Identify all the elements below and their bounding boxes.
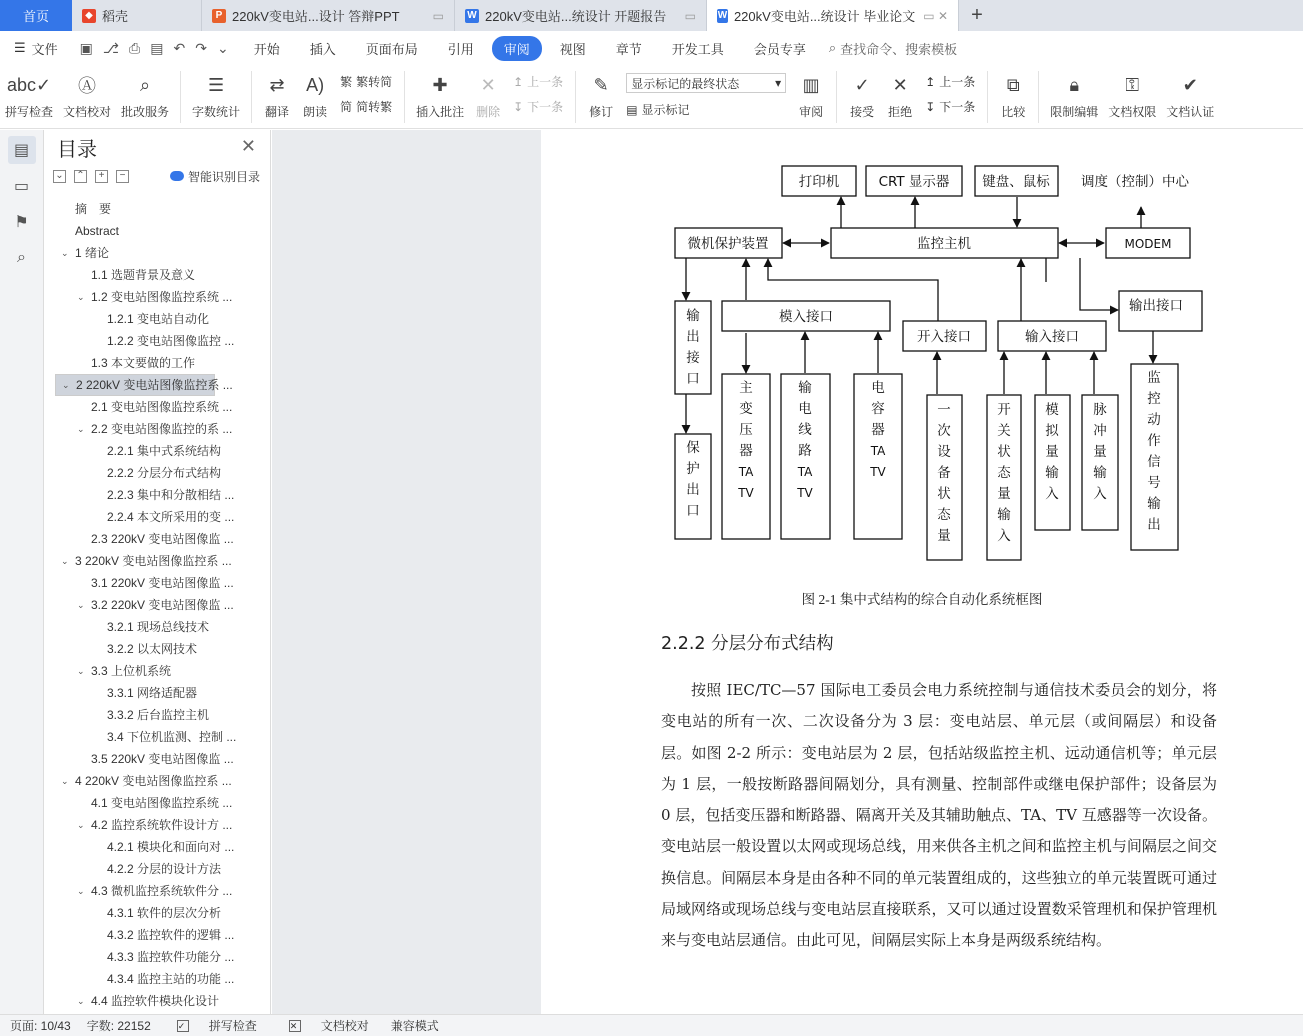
diagram-vertical-char: 容	[871, 401, 885, 417]
diagram-vertical-char: TA	[870, 444, 886, 458]
box-input-if: 输入接口	[1025, 329, 1079, 345]
diagram-vertical-char: 状	[997, 444, 1011, 460]
search-icon[interactable]: ⌕	[17, 249, 26, 266]
box-modem: MODEM	[1124, 237, 1172, 251]
next-icon: ↧	[925, 99, 936, 114]
batch-service-button[interactable]: ⌕ 批改服务	[121, 71, 169, 120]
chevron-down-icon[interactable]: ⌄	[61, 776, 69, 786]
bookmark-icon[interactable]: ⚑	[14, 214, 29, 231]
read-aloud-button[interactable]: A) 朗读	[301, 71, 329, 120]
toc-item-label: 1.2.1 变电站自动化	[107, 312, 210, 326]
checkbox-icon: ✕	[289, 1020, 301, 1032]
diagram-vertical-char: 备	[937, 465, 951, 481]
toc-list	[55, 198, 245, 1012]
menu-insert[interactable]: 插入	[309, 41, 336, 57]
toc-item-label: 4.3.4 监控主站的功能 ...	[107, 972, 235, 986]
diagram-vertical-char: 状	[937, 486, 951, 502]
figure-2-1	[541, 130, 1303, 570]
next-comment-button[interactable]: ↧ 下一条	[513, 99, 564, 114]
toc-item-label: 2.2.1 集中式系统结构	[107, 444, 222, 458]
doc-permission-button[interactable]: ⚿ 文档权限	[1108, 71, 1156, 120]
diagram-vertical-char: TA	[797, 465, 813, 479]
chevron-down-icon[interactable]: ⌄	[61, 248, 69, 258]
add-icon[interactable]: +	[95, 170, 108, 183]
tab-ppt[interactable]: P 220kV变电站...设计 答辩PPT ▭	[202, 0, 455, 31]
menu-start[interactable]: 开始	[253, 41, 280, 57]
toc-item[interactable]	[55, 396, 245, 418]
toc-item-label: 1.3 本文要做的工作	[91, 356, 196, 370]
figure-caption: 图 2-1 集中式结构的综合自动化系统框图	[801, 592, 1043, 607]
toc-item-label: 2.3 220kV 变电站图像监 ...	[91, 532, 234, 546]
tab-proposal[interactable]: W 220kV变电站...统设计 开题报告 ▭	[455, 0, 707, 31]
diagram-vertical-char: 线	[798, 422, 812, 438]
diagram-vertical-char: 保	[686, 440, 700, 456]
diagram-vertical-char: 设	[937, 444, 951, 460]
batch-icon: ⌕	[139, 74, 151, 95]
diagram-vertical-char: 口	[686, 371, 700, 387]
diagram-vertical-char: 态	[937, 507, 951, 523]
diagram-vertical-char: 出	[1147, 517, 1161, 533]
revision-nav-group	[925, 73, 975, 115]
ppt-icon: P	[212, 9, 226, 23]
diagram-vertical-char: 器	[871, 422, 885, 438]
delete-comment-button[interactable]: ✕ 删除	[474, 71, 502, 120]
toc-item[interactable]	[55, 704, 245, 726]
toc-item[interactable]	[55, 616, 245, 638]
compat-mode: 兼容模式	[390, 1019, 439, 1033]
toc-item-label: 3.3.1 网络适配器	[107, 686, 198, 700]
save-icon[interactable]: ▣	[79, 39, 93, 56]
tab-thesis[interactable]: W 220kV变电站...统设计 毕业论文 ▭ ✕	[707, 0, 959, 31]
insert-comment-button[interactable]: ✚ 插入批注	[416, 71, 464, 120]
toc-item-label: 3.3 上位机系统	[91, 664, 172, 678]
toc-item-label: 4.2.1 模块化和面向对 ...	[107, 840, 235, 854]
toc-item-label: 1 绪论	[75, 246, 110, 260]
menu-review[interactable]: 审阅	[492, 36, 542, 61]
chevron-down-icon[interactable]: ⌄	[62, 380, 70, 390]
toc-item-label: 3.5 220kV 变电站图像监 ...	[91, 752, 234, 766]
menu-references[interactable]: 引用	[447, 41, 474, 57]
diagram-vertical-char: 输	[997, 507, 1011, 523]
box-crt: CRT 显示器	[878, 174, 950, 190]
status-bar	[0, 1014, 1303, 1036]
toc-item[interactable]	[55, 220, 245, 242]
diagram-vertical-char: 输	[1045, 465, 1059, 481]
checkbox-icon: ✓	[177, 1020, 189, 1032]
menu-section[interactable]: 章节	[615, 41, 642, 57]
tab-bar	[0, 0, 1303, 31]
show-markup-button[interactable]: ▤ 显示标记	[626, 102, 690, 117]
nav-strip	[0, 130, 44, 1014]
toc-item-label: 2.2.4 本文所采用的变 ...	[107, 510, 235, 524]
toc-item[interactable]	[55, 880, 245, 902]
diagram-vertical-char: 出	[686, 482, 700, 498]
markup-select[interactable]: 显示标记的最终状态 ▾	[626, 73, 786, 93]
reject-icon: ✕	[892, 74, 908, 95]
diagram-vertical-char: 作	[1147, 433, 1161, 449]
toc-item-label: Abstract	[75, 224, 120, 238]
lock-icon: 🔒︎	[1069, 74, 1080, 95]
diagram-vertical-char: 输	[1093, 465, 1107, 481]
word-count[interactable]: 字数: 22152	[86, 1019, 151, 1033]
toc-item[interactable]	[55, 374, 233, 396]
diagram-vertical-char: 入	[997, 528, 1011, 544]
toc-item-label: 2.2 变电站图像监控的系 ...	[91, 422, 233, 436]
diagram-vertical-char: 监	[1147, 370, 1161, 386]
next-revision-button[interactable]: ↧ 下一条	[925, 99, 976, 114]
toc-item[interactable]	[55, 506, 245, 528]
toc-item[interactable]	[55, 264, 245, 286]
menu-member[interactable]: 会员专享	[753, 41, 806, 57]
toc-title: 目录	[57, 138, 97, 161]
certify-icon: ✔	[1182, 74, 1198, 95]
toc-item-label: 4.2 监控系统软件设计方 ...	[91, 818, 233, 832]
body-paragraph: 按照 IEC/TC—57 国际电工委员会电力系统控制与通信技术委员会的划分，将变电站的所有一次、二次设备分为 3 层：变电站层、单元层（或间隔层）和设备层。如图 2-2 所示：变电站层为 2 层，包括站级监控主机、远动通信机等；单元层为 1 层，一般按断路器间隔划分，具有测量、控制部件或继电保护部件；设备层为 0 层，包括变压器和断路器、隔离开关及其辅助触点、TA、TV 互感器等一次设备。变电站层一般设置以太网或现场总线，用来供各主机之间和监控主机与间隔层之间交换信息。间隔层本身是由各种不同的单元装置组成的，这些独立的单元装置既可通过局域网络或现场总线与变电站层直接联系，又可以通过设置数采管理机和保护管理机来与变电站层通信。由此可见，间隔层实际上本身是两级系统结构。	[661, 681, 1217, 950]
toc-item-label: 4.3.2 监控软件的逻辑 ...	[107, 928, 235, 942]
diagram-vertical-char: 控	[1147, 391, 1161, 407]
document-page	[541, 130, 1303, 1014]
prev-icon: ↥	[513, 74, 524, 89]
translate-icon: ⇄	[269, 74, 285, 95]
toc-item[interactable]	[55, 528, 245, 550]
toc-item-label: 4.3 微机监控系统软件分 ...	[91, 884, 233, 898]
toc-item[interactable]	[55, 594, 245, 616]
toc-item[interactable]	[55, 748, 245, 770]
accept-icon: ✓	[854, 74, 870, 95]
toc-item-label: 4.3.3 监控软件功能分 ...	[107, 950, 235, 964]
doc-icon: W	[465, 9, 479, 23]
word-count-button[interactable]: ☰ 字数统计	[192, 71, 240, 120]
diagram-vertical-char: 主	[739, 380, 753, 396]
chevron-down-icon[interactable]: ⌄	[216, 39, 229, 56]
diagram-vertical-char: 出	[686, 329, 700, 345]
toc-item[interactable]	[55, 946, 245, 968]
toc-item[interactable]	[55, 198, 245, 220]
doc-icon: W	[717, 10, 728, 21]
prev-comment-button[interactable]: ↥ 上一条	[513, 74, 564, 89]
toc-item[interactable]	[55, 682, 245, 704]
delete-comment-icon: ✕	[480, 74, 496, 95]
toc-item[interactable]	[55, 858, 245, 880]
diagram-vertical-char: 路	[798, 443, 812, 459]
undo-icon[interactable]: ↶	[173, 39, 186, 56]
toc-item[interactable]	[55, 924, 245, 946]
spell-check-button[interactable]: abc✓ 拼写检查	[5, 71, 53, 120]
toc-item-label: 2.1 变电站图像监控系统 ...	[91, 400, 233, 414]
diagram-vertical-char: 冲	[1093, 423, 1107, 439]
toc-item-label: 2.2.2 分层分布式结构	[107, 466, 222, 480]
markup-group	[626, 73, 786, 118]
toc-tools	[45, 164, 270, 188]
diagram-vertical-char: 一	[937, 402, 951, 418]
doc-certify-button[interactable]: ✔ 文档认证	[1166, 71, 1214, 120]
divider	[987, 71, 988, 123]
diagram-vertical-char: 量	[1093, 444, 1107, 460]
prev-revision-button[interactable]: ↥ 上一条	[925, 74, 976, 89]
toc-item-label: 1.2.2 变电站图像监控 ...	[107, 334, 235, 348]
ribbon	[0, 65, 1303, 129]
toc-item-label: 3.1 220kV 变电站图像监 ...	[91, 576, 234, 590]
smart-icon	[170, 171, 184, 181]
divider	[575, 71, 576, 123]
divider	[404, 71, 405, 123]
restrict-edit-button[interactable]: 🔒︎ 限制编辑	[1050, 71, 1098, 120]
show-markup-icon: ▤	[626, 102, 638, 117]
page-indicator[interactable]: 页面: 10/43	[10, 1019, 71, 1033]
word-count-icon: ☰	[207, 74, 225, 95]
toc-item-label: 3.2.1 现场总线技术	[107, 620, 210, 634]
box-host: 监控主机	[917, 236, 971, 252]
toc-item-label: 3 220kV 变电站图像监控系 ...	[75, 554, 232, 568]
redo-icon[interactable]: ↷	[195, 39, 207, 56]
toc-item-label: 4.4 监控软件模块化设计	[91, 994, 220, 1008]
diagram-vertical-char: TV	[797, 486, 813, 500]
tab-home[interactable]: 首页	[0, 0, 72, 31]
toc-item[interactable]	[55, 462, 245, 484]
box-switch-in-if: 开入接口	[917, 329, 971, 345]
diagram-vertical-char: 拟	[1045, 423, 1059, 439]
toc-item-label: 2.2.3 集中和分散相结 ...	[107, 488, 235, 502]
box-protection: 微机保护装置	[687, 236, 769, 252]
toc-panel	[45, 130, 271, 1014]
diagram-vertical-char: 接	[686, 350, 700, 366]
divider	[251, 71, 252, 123]
toc-item-label: 摘 要	[75, 202, 112, 216]
diagram-vertical-char: 量	[937, 528, 951, 544]
diagram-vertical-char: 态	[997, 465, 1011, 481]
toc-item[interactable]	[55, 902, 245, 924]
toc-item[interactable]	[55, 330, 245, 352]
box-keyboard: 键盘、鼠标	[982, 174, 1050, 190]
diagram-vertical-char: 动	[1147, 412, 1161, 428]
status-spell-check[interactable]: ✓ 拼写检查	[177, 1019, 257, 1033]
toc-item[interactable]	[55, 792, 245, 814]
reject-button[interactable]: ✕ 拒绝	[886, 71, 914, 120]
diagram-vertical-char: 开	[997, 402, 1011, 418]
diagram-vertical-char: 入	[1093, 486, 1107, 502]
toc-item[interactable]	[55, 814, 245, 836]
close-icon[interactable]: ▭ ✕	[923, 8, 948, 23]
docer-icon: ◆	[82, 9, 96, 23]
divider	[836, 71, 837, 123]
close-icon[interactable]: ✕	[240, 136, 256, 156]
box-printer: 打印机	[798, 174, 840, 190]
trad-to-simp-button[interactable]: 繁 繁转简	[340, 75, 393, 89]
diagram-vertical-char: 量	[997, 486, 1011, 502]
file-menu[interactable]: ☰ 文件	[14, 40, 58, 57]
toc-item[interactable]	[55, 968, 245, 990]
diagram-vertical-char: 护	[686, 461, 700, 477]
toc-item-label: 3.4 下位机监测、控制 ...	[107, 730, 237, 744]
diagram-vertical-char: TA	[738, 465, 754, 479]
menu-view[interactable]: 视图	[559, 41, 586, 57]
format-painter-icon[interactable]: ⎇	[102, 39, 120, 56]
comment-nav-group	[513, 73, 563, 115]
toc-item[interactable]	[55, 990, 245, 1012]
search-icon: ⌕	[828, 40, 837, 55]
toc-item-label: 3.2.2 以太网技术	[107, 642, 198, 656]
convert-icon: 简	[340, 100, 353, 114]
divider	[1038, 71, 1039, 123]
compare-button[interactable]: ⧉ 比较	[999, 71, 1027, 120]
diagram-vertical-char: 压	[739, 422, 753, 438]
toc-item[interactable]	[55, 484, 245, 506]
diagram-vertical-char: 变	[739, 401, 753, 417]
diagram-vertical-char: 关	[997, 423, 1011, 439]
section-heading: 2.2.2 分层分布式结构	[661, 634, 834, 654]
screen-icon: ▭	[684, 8, 696, 23]
search-box[interactable]: ⌕ 查找命令、搜索模板	[828, 40, 958, 57]
toc-item[interactable]	[55, 418, 245, 440]
screen-icon: ▭	[432, 8, 444, 23]
diagram-vertical-char: 输	[1147, 496, 1161, 512]
abc-icon: abc✓	[6, 74, 52, 95]
print-preview-icon[interactable]: ▤	[150, 39, 164, 56]
accept-button[interactable]: ✓ 接受	[848, 71, 876, 120]
chevron-down-icon: ▾	[775, 76, 782, 90]
toc-item[interactable]	[55, 286, 245, 308]
toc-item[interactable]	[55, 638, 245, 660]
toc-item[interactable]	[55, 836, 245, 858]
diagram-vertical-char: TV	[870, 465, 886, 479]
toc-item-label: 1.2 变电站图像监控系统 ...	[91, 290, 233, 304]
smart-toc-button[interactable]: 智能识别目录	[170, 168, 260, 185]
diagram-vertical-char: TV	[738, 486, 754, 500]
diagram-vertical-char: 输	[686, 308, 700, 324]
prev-icon: ↥	[925, 74, 936, 89]
status-proofread[interactable]: ✕ 文档校对	[289, 1019, 369, 1033]
diagram-vertical-char: 量	[1045, 444, 1059, 460]
diagram-vertical-char: 信	[1147, 454, 1161, 470]
toc-item-label: 4 220kV 变电站图像监控系 ...	[75, 774, 232, 788]
read-aloud-icon: A)	[306, 74, 325, 95]
chevron-down-icon[interactable]: ⌄	[77, 292, 85, 302]
chevron-down-icon[interactable]: ⌄	[77, 820, 85, 830]
revise-icon: ✎	[593, 74, 609, 95]
proofread-button[interactable]: Ⓐ 文档校对	[63, 71, 111, 120]
chevron-down-icon[interactable]: ⌄	[77, 996, 85, 1006]
toc-item[interactable]	[55, 770, 245, 792]
diagram-vertical-char: 电	[871, 380, 885, 396]
chevron-down-icon[interactable]: ⌄	[77, 424, 85, 434]
chevron-down-icon[interactable]: ⌄	[77, 666, 85, 676]
toc-item-label: 3.3.2 后台监控主机	[107, 708, 210, 722]
menu-bar	[0, 31, 1303, 65]
toc-item[interactable]	[55, 352, 245, 374]
toc-item[interactable]	[55, 660, 245, 682]
menu-layout[interactable]: 页面布局	[365, 41, 418, 57]
expand-all-icon[interactable]: ⌃	[74, 170, 87, 183]
label-dispatch: 调度（控制）中心	[1081, 174, 1189, 190]
toc-item[interactable]	[55, 572, 245, 594]
compare-icon: ⧉	[1006, 74, 1020, 95]
diagram-vertical-char: 次	[937, 423, 951, 439]
diagram-vertical-char: 口	[686, 503, 700, 519]
toc-item-label: 4.1 变电站图像监控系统 ...	[91, 796, 233, 810]
toc-icon[interactable]: ▤	[8, 136, 36, 164]
toc-item[interactable]	[55, 308, 245, 330]
diagram-vertical-char: 入	[1045, 486, 1059, 502]
toc-item-label: 4.3.1 软件的层次分析	[107, 906, 222, 920]
tab-docer[interactable]: ◆ 稻壳	[72, 0, 202, 31]
comment-icon: ✚	[432, 74, 448, 95]
box-analog-if: 模入接口	[779, 309, 833, 325]
toc-item[interactable]	[55, 726, 245, 748]
remove-icon[interactable]: −	[116, 170, 129, 183]
simp-to-trad-button[interactable]: 简 简转繁	[340, 100, 393, 114]
toc-item-label: 4.2.2 分层的设计方法	[107, 862, 222, 876]
collapse-all-icon[interactable]: ⌄	[53, 170, 66, 183]
hamburger-icon: ☰	[14, 40, 26, 55]
menu-developer[interactable]: 开发工具	[671, 41, 724, 57]
revise-button[interactable]: ✎ 修订	[587, 71, 615, 120]
proofread-icon: Ⓐ	[78, 76, 97, 96]
toc-item-label: 3.2 220kV 变电站图像监 ...	[91, 598, 234, 612]
chinese-convert-group	[340, 73, 392, 115]
review-pane-button[interactable]: ▥ 审阅	[797, 71, 825, 120]
toc-item-label: 1.1 选题背景及意义	[91, 268, 196, 282]
review-pane-icon: ▥	[802, 74, 820, 95]
box-output-if: 输出接口	[1129, 298, 1183, 314]
chevron-down-icon[interactable]: ⌄	[77, 886, 85, 896]
diagram-vertical-char: 脉	[1093, 402, 1107, 418]
convert-icon: 繁	[340, 75, 353, 89]
toc-item[interactable]	[55, 550, 245, 572]
chevron-down-icon[interactable]: ⌄	[77, 600, 85, 610]
translate-button[interactable]: ⇄ 翻译	[263, 71, 291, 120]
diagram-vertical-char: 器	[739, 443, 753, 459]
toc-item[interactable]	[55, 440, 245, 462]
toc-item-label: 2 220kV 变电站图像监控系 ...	[76, 378, 233, 392]
permission-icon: ⚿	[1125, 74, 1140, 95]
quick-access	[70, 40, 239, 57]
chevron-down-icon[interactable]: ⌄	[61, 556, 69, 566]
divider	[180, 71, 181, 123]
diagram-vertical-char: 模	[1045, 402, 1059, 418]
new-tab-button[interactable]: +	[971, 4, 983, 26]
print-icon[interactable]: ⎙	[129, 39, 141, 56]
diagram-vertical-char: 输	[798, 380, 812, 396]
diagram-vertical-char: 电	[798, 401, 812, 417]
chapter-icon[interactable]: ▭	[13, 178, 30, 195]
next-icon: ↧	[513, 99, 524, 114]
toc-item[interactable]	[55, 242, 245, 264]
diagram-vertical-char: 号	[1147, 475, 1161, 491]
